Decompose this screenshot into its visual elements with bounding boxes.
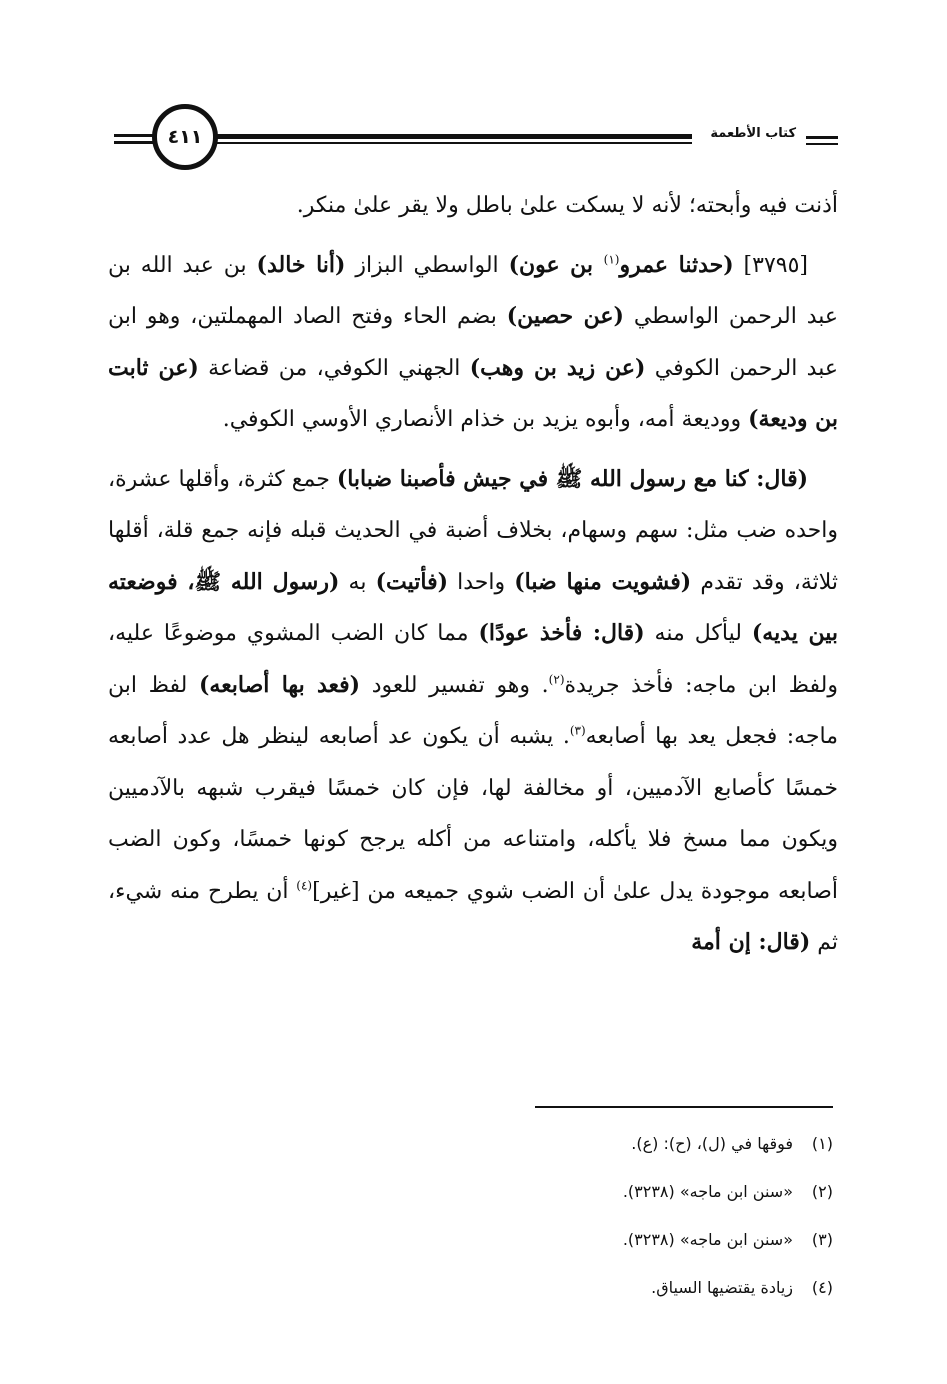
plain-text: جمع كثرة، وأقلها عشرة، واحده ضب مثل: سهم وسهام، بخلاف أضبة في الحديث قبله فإنه جمع قلة، أقلها ثلاثة، وقد تقدم bbox=[108, 466, 838, 595]
bold-text: (قال: كنا مع رسول الله ﷺ في جيش فأصبنا ضبابا) bbox=[336, 465, 808, 492]
footnote-ref[interactable]: (٣) bbox=[569, 723, 586, 738]
bold-text: (فأتيت) bbox=[375, 568, 448, 595]
footnote-ref[interactable]: (١) bbox=[603, 252, 620, 267]
hadith-number: [٣٧٩٥] bbox=[733, 252, 808, 278]
header-rule-right-lower bbox=[806, 143, 838, 145]
footnote-number: (٤) bbox=[811, 1278, 833, 1297]
plain-text: الجهني الكوفي، من قضاعة bbox=[198, 355, 470, 381]
footnote-ref[interactable]: (٢) bbox=[548, 672, 565, 687]
footnote-number: (١) bbox=[811, 1134, 833, 1153]
footnote-text: «سنن ابن ماجه» (٣٢٣٨). bbox=[622, 1230, 793, 1249]
footnote-separator bbox=[535, 1106, 833, 1108]
bold-text: بن عون) bbox=[508, 251, 604, 278]
footnote-text: فوقها في (ل)، (ح): (ع). bbox=[631, 1134, 793, 1153]
paragraph-continuation bbox=[108, 180, 838, 232]
bold-text: (عن زيد بن وهب) bbox=[469, 354, 646, 381]
plain-text: بضم الحاء وفتح الصاد المهملتين، وهو ابن عبد الرحمن الكوفي bbox=[108, 304, 838, 381]
main-text bbox=[108, 180, 838, 969]
plain-text: بن عبد الله بن عبد الرحمن الواسطي bbox=[108, 252, 839, 329]
header-rule-main bbox=[208, 134, 692, 139]
bold-text: (عن ثابت بن وديعة) bbox=[108, 354, 838, 432]
footnote-text: زيادة يقتضيها السياق. bbox=[651, 1278, 793, 1297]
bold-text: (قال: إن أمة bbox=[691, 929, 811, 955]
paragraph-text: أذنت فيه وأبحته؛ لأنه لا يسكت علىٰ باطل ولا يقر علىٰ منكر. bbox=[296, 193, 838, 218]
plain-text: به bbox=[339, 569, 376, 595]
page-number: ٤١١ bbox=[152, 104, 218, 170]
footnote-item bbox=[400, 1168, 833, 1216]
plain-text: لفظ ابن ماجه: فجعل يعد بها أصابعه bbox=[108, 672, 838, 749]
bold-text: (رسول الله ﷺ، فوضعته بين يديه) bbox=[108, 568, 838, 646]
plain-text: الواسطي البزاز bbox=[345, 252, 509, 278]
bold-text: (حدثنا عمرو bbox=[619, 251, 734, 278]
bold-text: (فشويت منها ضبا) bbox=[514, 568, 692, 595]
paragraph-commentary bbox=[108, 454, 838, 969]
header-rule-left bbox=[114, 134, 154, 137]
plain-text: ووديعة أمه، وأبوه يزيد بن خذام الأنصاري الأوسي الكوفي. bbox=[222, 407, 749, 432]
header-rule-left-lower bbox=[114, 141, 154, 144]
footnote-number: (٢) bbox=[811, 1182, 833, 1201]
bold-text: (عن حصين) bbox=[506, 303, 624, 329]
footnote-text: «سنن ابن ماجه» (٣٢٣٨). bbox=[622, 1182, 793, 1201]
plain-text: أن يطرح منه شيء، ثم bbox=[108, 878, 838, 955]
footnotes bbox=[400, 1120, 833, 1312]
footnote-item bbox=[400, 1216, 833, 1264]
paragraph-hadith-chain bbox=[108, 240, 838, 446]
header-rule-right bbox=[806, 136, 838, 139]
footnote-item bbox=[400, 1264, 833, 1312]
header-rule-main-thin bbox=[208, 142, 692, 144]
plain-text: . وهو تفسير للعود bbox=[360, 672, 549, 698]
page-header bbox=[108, 100, 840, 170]
plain-text: . يشبه أن يكون عد أصابعه لينظر هل عدد أصابعه خمسًا كأصابع الآدميين، أو مخالفة لها، فإن كان خمسًا فيقرب شبهه بالآدميين ويكون مما مسخ فلا يأكله، وامتناعه من أكله يرجح كونها خمسًا، وكون الضب أصابعه موجودة يدل علىٰ أن الضب شوي جميعه من [غير] bbox=[108, 724, 838, 904]
running-title: كتاب الأطعمة bbox=[706, 126, 800, 141]
bold-text: (قال: فأخذ عودًا) bbox=[478, 620, 645, 646]
footnote-number: (٣) bbox=[811, 1230, 833, 1249]
footnote-item bbox=[400, 1120, 833, 1168]
bold-text: (فعد بها أصابعه) bbox=[198, 671, 361, 698]
bold-text: (أنا خالد) bbox=[256, 251, 346, 278]
plain-text: واحدا bbox=[448, 569, 515, 595]
plain-text: مما كان الضب المشوي موضوعًا عليه، ولفظ ابن ماجه: فأخذ جريدة bbox=[108, 621, 838, 698]
footnote-ref[interactable]: (٤) bbox=[296, 878, 313, 893]
plain-text: ليأكل منه bbox=[644, 621, 752, 646]
